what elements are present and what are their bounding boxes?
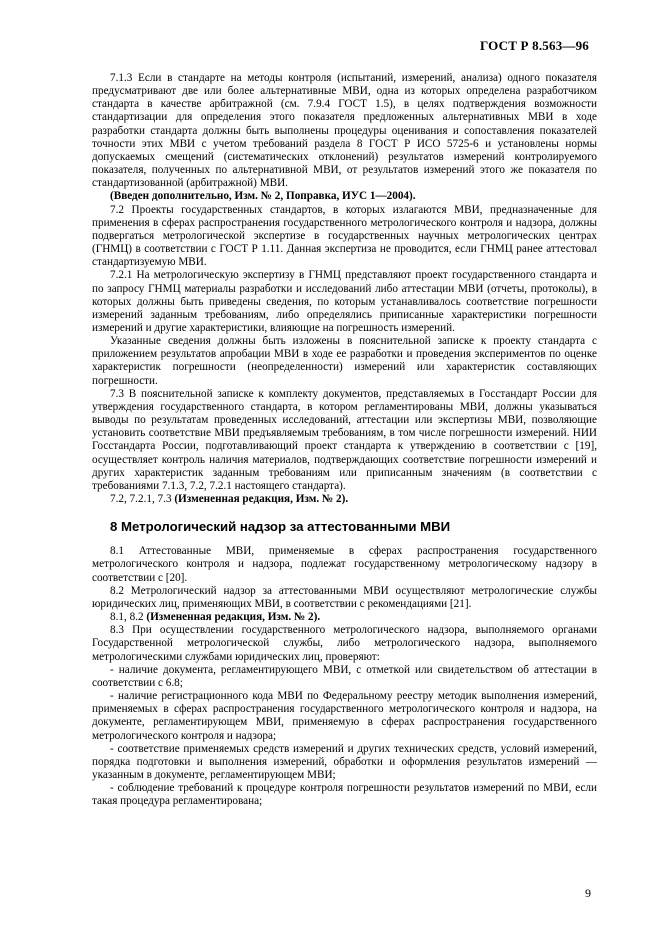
amendment-note-8-2-text: (Измененная редакция, Изм. № 2). [146, 611, 321, 624]
paragraph-7-2-1-continued: Указанные сведения должны быть изложены в пояснительной записке к проекту стандарта с приложением результатов апробации МВИ в ходе ее разработки и проведения экспериментов по оценке характеристик погрешности (неопределенности) измерений или характеристик составляющих погрешности. [92, 335, 597, 387]
paragraph-8-1: 8.1 Аттестованные МВИ, применяемые в сферах распространения государственного метрологического контроля и надзора, подлежат государственному метрологическому надзору в соответствии с [20]. [92, 545, 597, 584]
paragraph-7-2: 7.2 Проекты государственных стандартов, в которых излагаются МВИ, предназначенные для применения в сферах распространения государственного метрологического контроля и надзора, должны подвергаться метрологической экспертизе в государственных научных метрологических центрах (ГНМЦ) в соответствии с ГОСТ Р 1.11. Данная экспертиза не проводится, если ГНМЦ ранее аттестовал стандартизуемую МВИ. [92, 203, 597, 269]
paragraph-7-1-3: 7.1.3 Если в стандарте на методы контроля (испытаний, измерений, анализа) одного показателя предусматривают две или более альтернативные МВИ, одна из которых определена разработчиком стандарта в качестве арбитражной (см. 7.9.4 ГОСТ 1.5), в целях подтверждения возможности стандартизации для определения этого показателя предложенных альтернативных МВИ в ходе разработки стандарта должны быть выполнены процедуры оценивания и сопоставления показателей точности этих МВИ с учетом требований раздела 8 ГОСТ Р ИСО 5725-6 и установлены нормы допускаемых смещений (систематических отклонений) результатов измерений контролируемого показателя, полученных по альтернативной МВИ, от результатов измерений этого же показателя по стандартизованной (арбитражной) МВИ. [92, 72, 597, 190]
section-8-heading: 8 Метрологический надзор за аттестованными МВИ [110, 519, 451, 535]
list-item: - соблюдение требований к процедуре контроля погрешности результатов измерений по МВИ, если такая процедура регламентирована; [92, 782, 597, 808]
paragraph-8-3: 8.3 При осуществлении государственного метрологического надзора, выполняемого органами Государственной метрологической службы, либо метрологического надзора, выполняемого метрологическими службами юридических лиц, проверяют: [92, 624, 597, 663]
list-item: - наличие регистрационного кода МВИ по Федеральному реестру методик выполнения измерений, применяемых в сферах распространения государственного метрологического контроля и надзора, на документе, регламентирующем МВИ, применяемую в сферах распространения государственного метрологического контроля и надзора; [92, 690, 597, 742]
amendment-note-7-3-text: (Измененная редакция, Изм. № 2). [174, 493, 349, 505]
amendment-note-8-2-refs: 8.1, 8.2 [110, 611, 147, 624]
paragraph-7-3: 7.3 В пояснительной записке к комплекту документов, представляемых в Госстандарт России для утверждения государственного стандарта, в котором регламентированы МВИ, должны указываться выводы по результатам проведенных исследований, аттестации или экспертизы МВИ, позволяющие установить соответствие МВИ предъявляемым требованиям, в том числе погрешности измерений. НИИ Госстандарта России, подготавливающий проект стандарта к утверждению в соответствии с [19], осуществляет контроль наличия материалов, подтверждающих соответствие погрешности измерений и других характеристик заданным требованиям или приписанным значениям (в соответствии с требованиями 7.1.3, 7.2, 7.2.1 настоящего стандарта). [92, 387, 597, 492]
amendment-note-8-2 [92, 611, 597, 624]
amendment-note-7-3-refs: 7.2, 7.2.1, 7.3 [110, 493, 175, 505]
amendment-note-7-3 [92, 493, 597, 506]
paragraph-8-2: 8.2 Метрологический надзор за аттестованными МВИ осуществляют метрологические службы юридических лиц, применяющих МВИ, в соответствии с рекомендациями [21]. [92, 584, 597, 610]
page-header-doc-id: ГОСТ Р 8.563—96 [480, 38, 589, 53]
paragraph-7-2-1: 7.2.1 На метрологическую экспертизу в ГНМЦ представляют проект государственного стандарта и по запросу ГНМЦ материалы разработки и исследований либо аттестации МВИ (отчеты, протоколы), в которых должны быть приведены сведения, по которым устанавливалось соответствие погрешности измерений заданным требованиям, либо определялись приписанные характеристики погрешности измерений и другие характеристики, влияющие на погрешность измерений. [92, 269, 597, 334]
list-item: - наличие документа, регламентирующего МВИ, с отметкой или свидетельством об аттестации в соответствии с 6.8; [92, 663, 597, 689]
list-item: - соответствие применяемых средств измерений и других технических средств, условий измерений, порядка подготовки и выполнения измерений, обработки и оформления результатов измерений — указанным в документе, регламентирующем МВИ; [92, 742, 597, 781]
document-body [92, 72, 597, 808]
page-number: 9 [585, 886, 591, 900]
amendment-note-7-1-3: (Введен дополнительно, Изм. № 2, Поправка, ИУС 1—2004). [110, 190, 416, 203]
